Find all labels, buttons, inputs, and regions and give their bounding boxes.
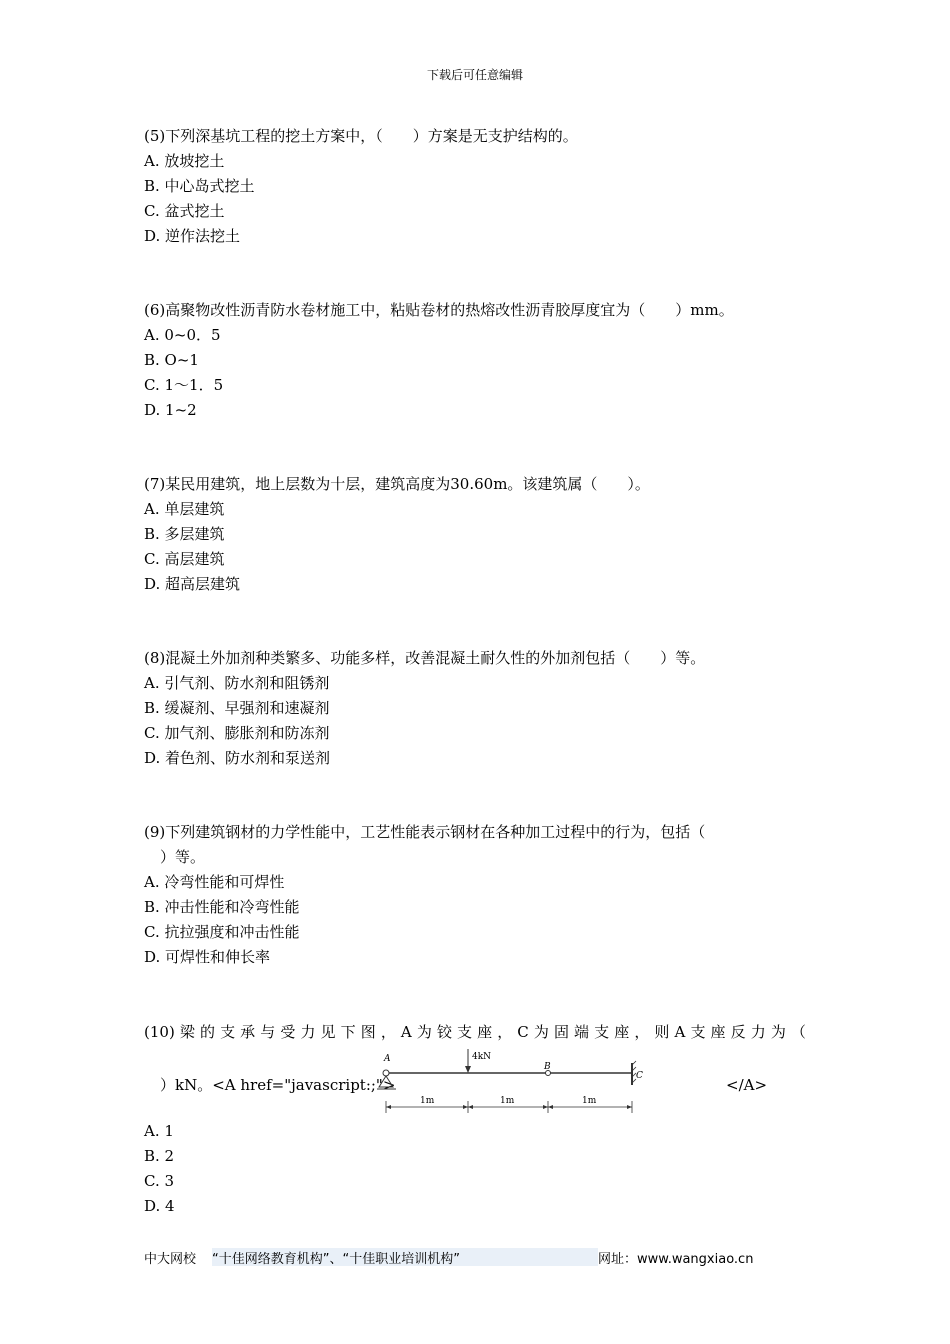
question-8-option-a: A. 引气剂、防水剂和阻锈剂 bbox=[144, 674, 330, 692]
question-10-token: A bbox=[674, 1023, 686, 1041]
question-10-token: 受 bbox=[280, 1023, 296, 1041]
question-10-token: 铰 bbox=[436, 1023, 452, 1041]
question-8-option-c: C. 加气剂、膨胀剂和防冻剂 bbox=[144, 724, 330, 742]
question-10-token: 座 bbox=[477, 1023, 493, 1041]
question-10-token: 为 bbox=[416, 1023, 432, 1041]
question-10-token: 端 bbox=[574, 1023, 590, 1041]
question-10-token: 力 bbox=[750, 1023, 766, 1041]
question-10-token: C bbox=[517, 1023, 529, 1041]
question-10-token: 支 bbox=[690, 1023, 706, 1041]
label-a: A bbox=[384, 1054, 391, 1064]
question-9 bbox=[144, 820, 810, 970]
question-10-option-b: B. 2 bbox=[144, 1147, 175, 1165]
question-10-token: ， bbox=[380, 1023, 396, 1041]
question-10-token: 下 bbox=[340, 1023, 356, 1041]
question-8-option-b: B. 缓凝剂、早强剂和速凝剂 bbox=[144, 699, 330, 717]
load-label: 4kN bbox=[472, 1052, 492, 1062]
span-label-3: 1m bbox=[582, 1096, 597, 1106]
question-10-text-line2: ）kN。<A href="javascript:;"> bbox=[160, 1076, 396, 1094]
question-7-option-d: D. 超高层建筑 bbox=[144, 575, 241, 593]
load-arrow-head bbox=[465, 1066, 471, 1073]
question-6-option-c: C. 1～1．5 bbox=[144, 376, 224, 394]
question-10-text-line1 bbox=[144, 1020, 806, 1045]
footer-website: 网址：www.wangxiao.cn bbox=[598, 1252, 754, 1267]
question-10-option-a: A. 1 bbox=[144, 1122, 174, 1140]
footer-brand: 中大网校 bbox=[144, 1252, 197, 1267]
question-9-option-a: A. 冷弯性能和可焊性 bbox=[144, 873, 285, 891]
question-9-option-d: D. 可焊性和伸长率 bbox=[144, 948, 271, 966]
footer-slogan: “十佳网络教育机构”、“十佳职业培训机构” bbox=[212, 1248, 598, 1266]
question-5-option-a: A. 放坡挖土 bbox=[144, 152, 225, 170]
question-5-text: (5)下列深基坑工程的挖土方案中，（ ）方案是无支护结构的。 bbox=[144, 127, 578, 145]
question-10-token: 支 bbox=[220, 1023, 236, 1041]
question-6-option-b: B. O~1 bbox=[144, 351, 199, 369]
question-5-option-b: B. 中心岛式挖土 bbox=[144, 177, 255, 195]
question-6 bbox=[144, 298, 810, 423]
question-10-token: （ bbox=[790, 1023, 806, 1041]
question-10-close-tag: </A> bbox=[726, 1076, 768, 1094]
question-10 bbox=[144, 1020, 810, 1219]
question-10-option-d: D. 4 bbox=[144, 1197, 175, 1215]
question-10-token: 见 bbox=[320, 1023, 336, 1041]
question-10-token: 为 bbox=[533, 1023, 549, 1041]
question-5 bbox=[144, 124, 810, 249]
question-10-token: 承 bbox=[240, 1023, 256, 1041]
question-9-text-line2: ）等。 bbox=[160, 848, 206, 866]
question-7-option-c: C. 高层建筑 bbox=[144, 550, 225, 568]
question-10-token: (10) bbox=[144, 1023, 175, 1041]
question-7-text: (7)某民用建筑，地上层数为十层，建筑高度为30.60m。该建筑属（ ）。 bbox=[144, 475, 650, 493]
question-10-token: 与 bbox=[260, 1023, 276, 1041]
question-10-line2 bbox=[144, 1045, 810, 1106]
question-10-token: 反 bbox=[730, 1023, 746, 1041]
question-10-token: 为 bbox=[770, 1023, 786, 1041]
label-c: C bbox=[636, 1071, 643, 1081]
question-10-token: 座 bbox=[614, 1023, 630, 1041]
label-b: B bbox=[544, 1062, 551, 1072]
question-10-token: 固 bbox=[553, 1023, 569, 1041]
question-10-token: 支 bbox=[457, 1023, 473, 1041]
question-7-option-b: B. 多层建筑 bbox=[144, 525, 225, 543]
span-label-2: 1m bbox=[500, 1096, 515, 1106]
question-5-option-c: C. 盆式挖土 bbox=[144, 202, 225, 220]
question-10-token: 座 bbox=[710, 1023, 726, 1041]
question-10-token: 图 bbox=[360, 1023, 376, 1041]
question-7-option-a: A. 单层建筑 bbox=[144, 500, 225, 518]
page-header: 下载后可任意编辑 bbox=[426, 68, 523, 82]
question-8-option-d: D. 着色剂、防水剂和泵送剂 bbox=[144, 749, 331, 767]
question-10-token: ， bbox=[634, 1023, 650, 1041]
question-10-token: 则 bbox=[654, 1023, 670, 1041]
question-10-option-c: C. 3 bbox=[144, 1172, 175, 1190]
question-8-text: (8)混凝土外加剂种类繁多、功能多样，改善混凝土耐久性的外加剂包括（ ）等。 bbox=[144, 649, 706, 667]
question-5-option-d: D. 逆作法挖土 bbox=[144, 227, 241, 245]
question-6-text: (6)高聚物改性沥青防水卷材施工中，粘贴卷材的热熔改性沥青胶厚度宜为（ ）mm。 bbox=[144, 301, 734, 319]
question-10-token: 支 bbox=[594, 1023, 610, 1041]
question-9-option-c: C. 抗拉强度和冲击性能 bbox=[144, 923, 300, 941]
span-label-1: 1m bbox=[420, 1096, 435, 1106]
page-footer bbox=[144, 1248, 784, 1268]
question-10-token: ， bbox=[497, 1023, 513, 1041]
question-7 bbox=[144, 472, 810, 597]
beam-diagram bbox=[378, 1045, 643, 1117]
question-10-token: 梁 bbox=[179, 1023, 195, 1041]
question-10-token: 的 bbox=[199, 1023, 215, 1041]
question-10-token: 力 bbox=[300, 1023, 316, 1041]
question-6-option-d: D. 1~2 bbox=[144, 401, 197, 419]
hinge-support-triangle bbox=[379, 1076, 393, 1087]
question-9-text-line1: (9)下列建筑钢材的力学性能中，工艺性能表示钢材在各种加工过程中的行为，包括（ bbox=[144, 823, 706, 841]
question-10-token: A bbox=[400, 1023, 412, 1041]
question-9-option-b: B. 冲击性能和冷弯性能 bbox=[144, 898, 300, 916]
question-6-option-a: A. 0~0．5 bbox=[144, 326, 221, 344]
question-8 bbox=[144, 646, 810, 771]
